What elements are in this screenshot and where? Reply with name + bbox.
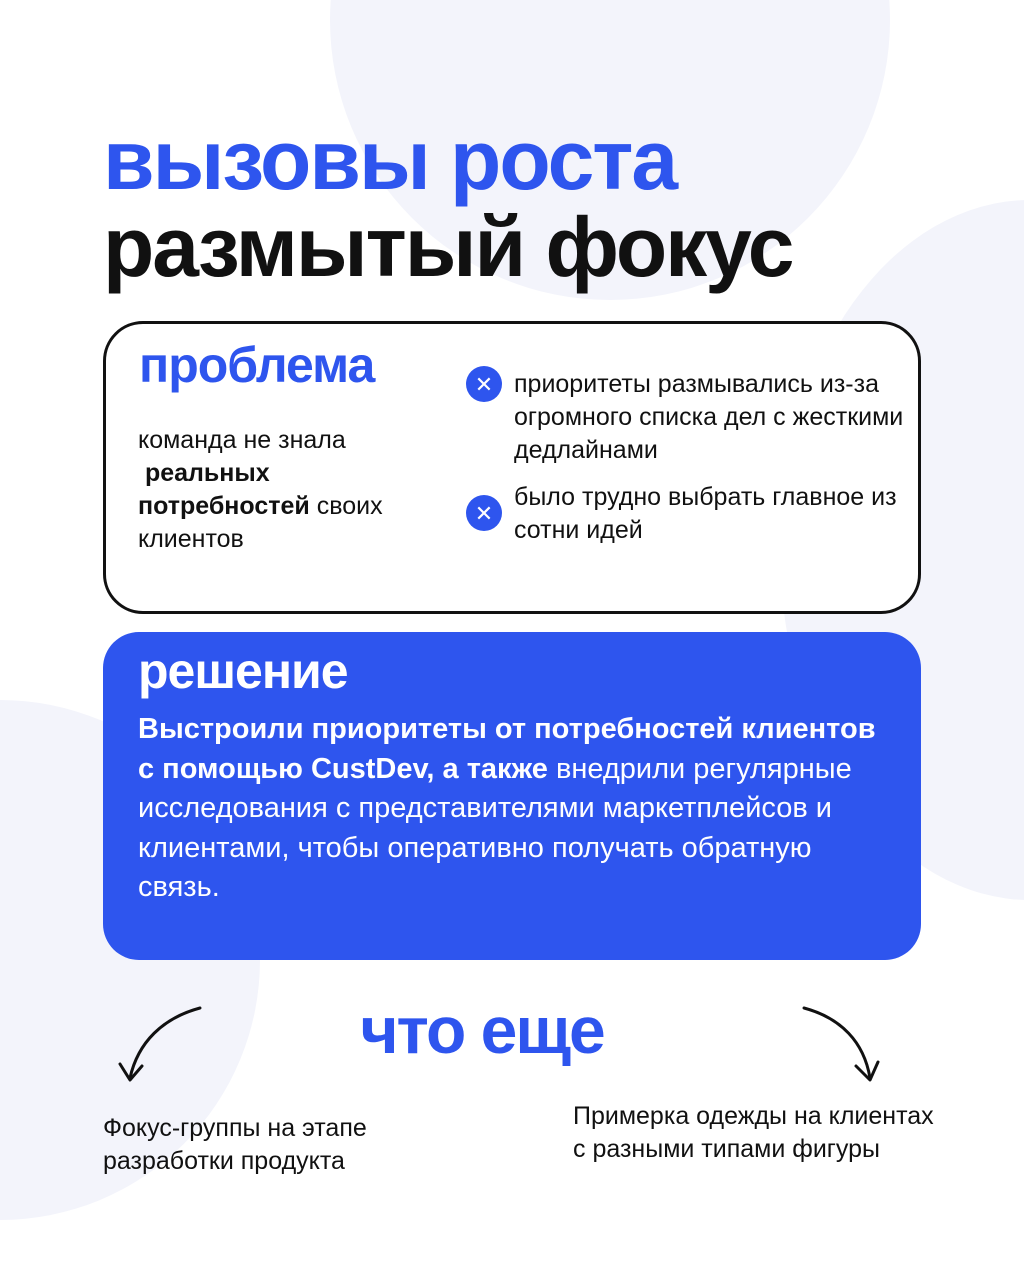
cross-circle-icon: ✕ [466,495,502,531]
list-item [466,481,906,547]
more-item-right: Примерка одежды на клиентах с разными типами фигуры [573,1102,934,1163]
solution-card [103,632,921,960]
problem-item-text: было трудно выбрать главное из сотни идей [514,483,897,544]
solution-heading: решение [138,643,348,699]
solution-text-bold: Выстроили приоритеты от потребностей клиентов с помощью CustDev, а также [138,713,876,785]
more-heading: что еще [360,993,604,1067]
solution-text [138,710,898,908]
cross-circle-icon: ✕ [466,366,502,402]
problem-text-start: команда не знала [138,426,346,454]
problem-item-text: приоритеты размывались из-за огромного списка дел с жесткими дедлайнами [514,370,904,464]
list-item [466,368,906,467]
curved-arrow-right-icon [796,1000,886,1090]
problem-list [466,368,906,561]
problem-text [138,424,448,556]
problem-text-end: своих клиентов [138,492,383,553]
title-line-1: вызовы роста [103,113,677,207]
solution-text-regular: внедрили регулярные исследования с представителями маркетплейсов и клиентами, чтобы оперативно получать обратную связь. [138,752,852,903]
title-line-2: размытый фокус [103,200,793,294]
more-item-left: Фокус-группы на этапе разработки продукта [103,1114,367,1175]
problem-card [103,321,921,614]
problem-text-bold: реальных потребностей [138,459,310,520]
problem-heading: проблема [139,337,375,393]
